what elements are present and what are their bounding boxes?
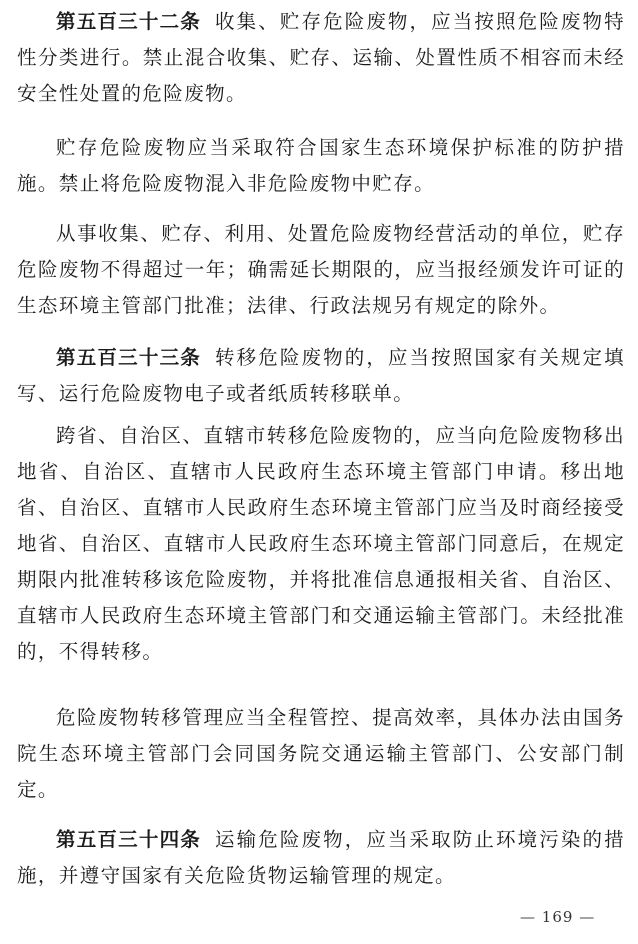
paragraph-text: 收集、贮存危险废物，应当按照危险废物特性分类进行。禁止混合收集、贮存、运输、处置性质不相容而未经安全性处置的危险废物。 bbox=[17, 10, 625, 105]
paragraph-text: 贮存危险废物应当采取符合国家生态环境保护标准的防护措施。禁止将危险废物混入非危险废物中贮存。 bbox=[17, 136, 625, 195]
paragraph-text: 跨省、自治区、直辖市转移危险废物的，应当向危险废物移出地省、自治区、直辖市人民政府生态环境主管部门申请。移出地省、自治区、直辖市人民政府生态环境主管部门应当及时商经接受地省、自治区、直辖市人民政府生态环境主管部门同意后，在规定期限内批准转移该危险废物，并将批准信息通报相关省、自治区、直辖市人民政府生态环境主管部门和交通运输主管部门。未经批准的，不得转移。 bbox=[17, 424, 625, 663]
article-heading: 第五百三十四条 bbox=[56, 828, 202, 851]
article-532-paragraph-3 bbox=[17, 216, 625, 324]
article-532-paragraph bbox=[17, 4, 625, 112]
paragraph-text: 转移危险废物的，应当按照国家有关规定填写、运行危险废物电子或者纸质转移联单。 bbox=[17, 346, 625, 405]
page-footer bbox=[520, 908, 595, 926]
paragraph-text: 从事收集、贮存、利用、处置危险废物经营活动的单位，贮存危险废物不得超过一年；确需延长期限的，应当报经颁发许可证的生态环境主管部门批准；法律、行政法规另有规定的除外。 bbox=[17, 222, 625, 317]
article-heading: 第五百三十二条 bbox=[56, 10, 202, 33]
footer-dash-right: — bbox=[579, 908, 596, 926]
footer-dash-left: — bbox=[520, 908, 536, 926]
article-533-paragraph-2 bbox=[17, 418, 625, 670]
article-533-paragraph bbox=[17, 340, 625, 412]
paragraph-text: 危险废物转移管理应当全程管控、提高效率，具体办法由国务院生态环境主管部门会同国务院交通运输主管部门、公安部门制定。 bbox=[17, 706, 625, 801]
paragraph-text: 运输危险废物，应当采取防止环境污染的措施，并遵守国家有关危险货物运输管理的规定。 bbox=[17, 828, 625, 887]
article-heading: 第五百三十三条 bbox=[56, 346, 202, 369]
article-532-paragraph-2 bbox=[17, 130, 625, 202]
article-533-paragraph-3 bbox=[17, 700, 625, 808]
page-number: 169 bbox=[541, 908, 574, 926]
article-534-paragraph bbox=[17, 822, 625, 894]
